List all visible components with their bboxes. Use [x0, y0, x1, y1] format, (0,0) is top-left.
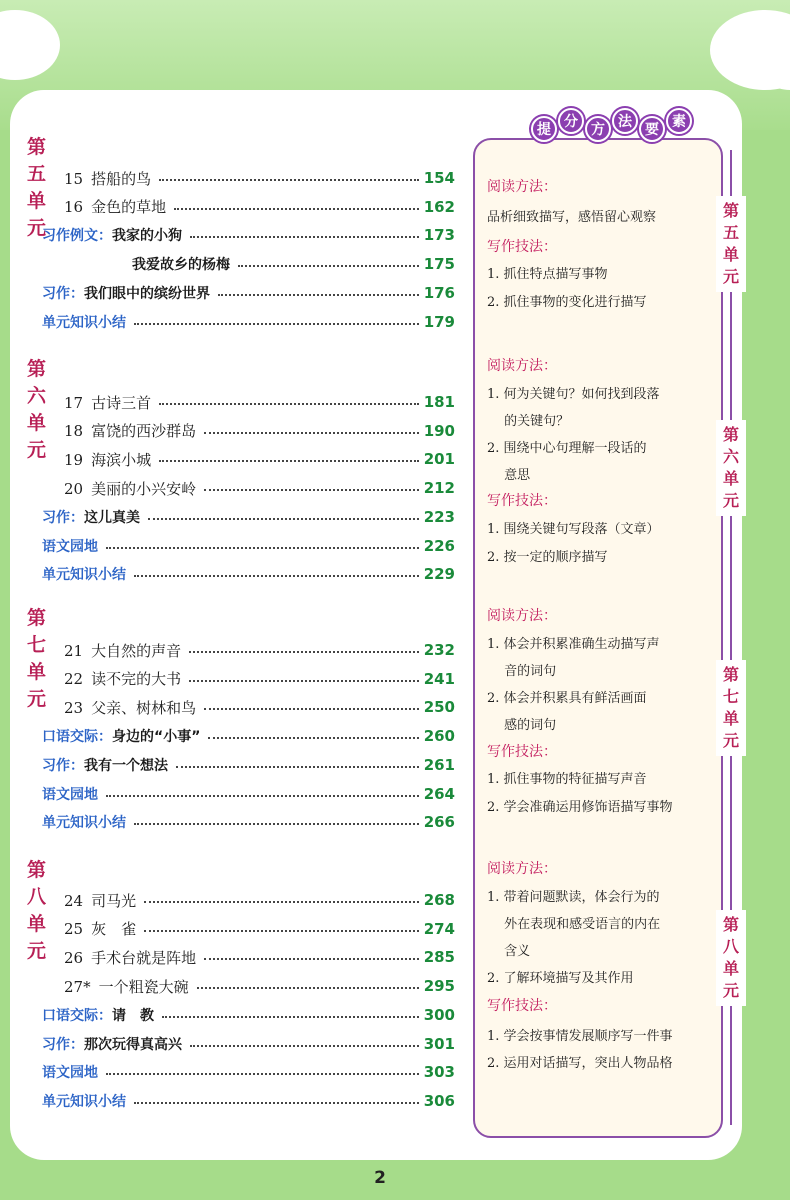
- page-ref: 266: [423, 813, 455, 832]
- section-type: 习作：: [42, 1036, 84, 1053]
- toc-entry-title: 单元知识小结: [42, 567, 126, 584]
- leader-dots: [162, 1016, 419, 1018]
- lesson-title: 手术台就是阵地: [91, 948, 197, 967]
- panel-text: 的关键句？: [487, 414, 570, 429]
- toc-entry-title: [42, 1034, 186, 1054]
- leader-dots: [197, 987, 419, 989]
- panel-text: 2. 围绕中心句理解一段话的: [487, 441, 647, 456]
- leader-dots: [204, 432, 419, 434]
- lesson-title: 司马光: [91, 891, 137, 910]
- leader-dots: [134, 1102, 419, 1104]
- section-type: 习作：: [42, 509, 84, 526]
- toc-entry[interactable]: [64, 166, 455, 190]
- leader-dots: [190, 1045, 419, 1047]
- toc-entry-title: [64, 976, 193, 997]
- toc-entry-title: 单元知识小结: [42, 314, 126, 331]
- toc-entry-title: [64, 420, 200, 441]
- toc-entry-title: 语文园地: [42, 538, 98, 555]
- panel-text: 意思: [487, 468, 531, 483]
- page-ref: 232: [423, 641, 455, 659]
- panel-text: 1. 学会按事情发展顺序写一件事: [487, 1029, 673, 1044]
- lesson-title: 美丽的小兴安岭: [91, 479, 197, 498]
- toc-entry-title: [42, 225, 186, 245]
- leader-dots: [174, 208, 419, 210]
- toc-entry-title: [42, 755, 172, 775]
- lesson-title: 金色的草地: [91, 198, 167, 217]
- toc-entry[interactable]: [42, 724, 455, 748]
- title-char: 素: [666, 108, 692, 134]
- toc-entry[interactable]: [64, 888, 455, 912]
- page-ref: 261: [423, 755, 455, 774]
- toc-entry[interactable]: [42, 562, 455, 586]
- leader-dots: [176, 766, 419, 768]
- side-unit-tab: 第五单元: [716, 196, 746, 292]
- leader-dots: [106, 547, 419, 549]
- lesson-title: 富饶的西沙群岛: [91, 422, 197, 441]
- unit-title: 第五单元: [27, 136, 47, 239]
- page-ref: 306: [423, 1091, 455, 1110]
- toc-entry-title: [42, 1005, 158, 1025]
- toc-entry[interactable]: [64, 195, 455, 219]
- panel-heading: 写作技法：: [487, 998, 557, 1014]
- leader-dots: [148, 518, 419, 520]
- page-ref: 250: [423, 698, 455, 717]
- lesson-number: 15: [64, 169, 84, 188]
- section-title: 请 教: [112, 1007, 154, 1024]
- side-unit-tab: 第八单元: [716, 910, 746, 1006]
- panel-text: 1. 抓住特点描写事物: [487, 267, 608, 282]
- page-ref: 241: [423, 669, 455, 688]
- toc-entry[interactable]: [64, 945, 455, 969]
- unit-title: 第八单元: [27, 859, 47, 962]
- title-char: 法: [612, 108, 638, 134]
- toc-entry-title: [42, 507, 144, 527]
- toc-entry[interactable]: [132, 252, 455, 276]
- panel-text: 外在表现和感受语言的内在: [487, 917, 661, 932]
- lesson-number: 26: [64, 948, 84, 967]
- lesson-title: 灰 雀: [91, 920, 137, 939]
- panel-text: 2. 抓住事物的变化进行描写: [487, 295, 647, 310]
- leader-dots: [144, 930, 419, 932]
- page-ref: 176: [423, 283, 455, 302]
- panel-title: [531, 108, 692, 152]
- toc-entry-title: 语文园地: [42, 786, 98, 803]
- leader-dots: [190, 236, 419, 238]
- toc-entry-title: 单元知识小结: [42, 1093, 126, 1110]
- leader-dots: [106, 795, 419, 797]
- page-ref: 154: [423, 169, 455, 187]
- lesson-number: 24: [64, 891, 84, 910]
- leader-dots: [189, 680, 419, 682]
- lesson-number: 20: [64, 479, 84, 498]
- leader-dots: [189, 651, 419, 653]
- panel-text: 1. 何为关键句？如何找到段落: [487, 387, 660, 402]
- unit-title: 第六单元: [27, 358, 47, 461]
- toc-entry[interactable]: [42, 534, 455, 558]
- toc-entry[interactable]: [42, 505, 455, 529]
- panel-text: 含义: [487, 944, 531, 959]
- panel-text: 1. 抓住事物的特征描写声音: [487, 772, 647, 787]
- lesson-number: 21: [64, 641, 84, 660]
- page-ref: 229: [423, 565, 455, 584]
- toc-entry[interactable]: [42, 223, 455, 247]
- lesson-title: 大自然的声音: [91, 641, 182, 660]
- page-ref: 268: [423, 891, 455, 909]
- page-ref: 285: [423, 948, 455, 967]
- title-char: 要: [639, 116, 665, 142]
- panel-text: 2. 体会并积累具有鲜活画面: [487, 691, 647, 706]
- panel-text: 2. 按一定的顺序描写: [487, 550, 608, 565]
- lesson-number: 18: [64, 422, 84, 441]
- toc-entry[interactable]: [42, 1032, 455, 1056]
- toc-entry-title: [64, 890, 140, 911]
- toc-entry[interactable]: [42, 753, 455, 777]
- lesson-number: 17: [64, 393, 84, 412]
- toc-entry-title: [42, 283, 214, 303]
- toc-entry[interactable]: [64, 419, 455, 443]
- title-char: 方: [585, 116, 611, 142]
- toc-entry[interactable]: [42, 1089, 455, 1113]
- page-ref: 303: [423, 1063, 455, 1082]
- panel-text: 2. 运用对话描写，突出人物品格: [487, 1056, 673, 1071]
- section-title: 我们眼中的缤纷世界: [84, 285, 210, 302]
- leader-dots: [218, 294, 419, 296]
- toc-entry-title: 语文园地: [42, 1065, 98, 1082]
- toc-entry[interactable]: [42, 1003, 455, 1027]
- panel-text: 1. 体会并积累准确生动描写声: [487, 637, 660, 652]
- toc-entry[interactable]: [64, 917, 455, 941]
- leader-dots: [134, 575, 419, 577]
- section-type: 口语交际：: [42, 729, 112, 746]
- toc-entry[interactable]: [64, 447, 455, 471]
- toc-entry-title: [64, 640, 185, 661]
- panel-heading: 阅读方法：: [487, 358, 557, 374]
- section-title: 这儿真美: [84, 509, 140, 526]
- page-ref: 264: [423, 784, 455, 803]
- side-unit-tab: 第七单元: [716, 660, 746, 756]
- side-unit-tab: 第六单元: [716, 420, 746, 516]
- panel-heading: 阅读方法：: [487, 861, 557, 877]
- page-ref: 274: [423, 919, 455, 938]
- title-char: 分: [558, 108, 584, 134]
- toc-entry[interactable]: [64, 390, 455, 414]
- lesson-number: 19: [64, 450, 84, 469]
- panel-text: 1. 围绕关键句写段落（文章）: [487, 522, 660, 537]
- panel-heading: 阅读方法：: [487, 608, 557, 624]
- page-ref: 301: [423, 1034, 455, 1053]
- lesson-number: 23: [64, 698, 84, 717]
- section-title: 那次玩得真高兴: [84, 1036, 182, 1053]
- leader-dots: [159, 403, 419, 405]
- leader-dots: [144, 901, 419, 903]
- lesson-title: 读不完的大书: [91, 670, 182, 689]
- panel-text: 感的词句: [487, 718, 557, 733]
- toc-entry-title: [64, 947, 200, 968]
- section-title: 我家的小狗: [112, 228, 182, 245]
- unit-title: 第七单元: [27, 607, 47, 710]
- leader-dots: [204, 958, 419, 960]
- leader-dots: [204, 708, 419, 710]
- toc-entry-title: [64, 392, 155, 413]
- panel-text: 1. 带着问题默读，体会行为的: [487, 890, 660, 905]
- lesson-title: 一个粗瓷大碗: [98, 977, 189, 996]
- lesson-number: 16: [64, 198, 84, 217]
- section-title: 我爱故乡的杨梅: [132, 257, 230, 274]
- page-ref: 190: [423, 421, 455, 440]
- panel-text: 音的词句: [487, 664, 557, 679]
- lesson-number: 25: [64, 920, 84, 939]
- leader-dots: [208, 737, 419, 739]
- toc-entry-title: [64, 668, 185, 689]
- lesson-number: 27*: [64, 977, 91, 996]
- lesson-title: 古诗三首: [91, 393, 152, 412]
- toc-entry[interactable]: [42, 782, 455, 806]
- lesson-number: 22: [64, 670, 84, 689]
- section-type: 口语交际：: [42, 1007, 112, 1024]
- lesson-title: 搭船的鸟: [91, 169, 152, 188]
- page-ref: 260: [423, 727, 455, 746]
- leader-dots: [159, 179, 419, 181]
- section-title: 身边的“小事”: [112, 729, 201, 746]
- panel-text: 品析细致描写，感悟留心观察: [487, 210, 657, 225]
- leader-dots: [134, 823, 419, 825]
- toc-entry-title: [64, 168, 155, 189]
- section-type: 习作：: [42, 285, 84, 302]
- leader-dots: [106, 1073, 419, 1075]
- leader-dots: [159, 460, 419, 462]
- toc-entry[interactable]: [64, 667, 455, 691]
- toc-entry[interactable]: [42, 1060, 455, 1084]
- toc-entry[interactable]: [42, 810, 455, 834]
- section-type: 习作：: [42, 757, 84, 774]
- page-ref: 226: [423, 536, 455, 555]
- toc-entry[interactable]: [64, 695, 455, 719]
- toc-entry-title: [132, 254, 234, 274]
- toc-entry-title: [64, 449, 155, 470]
- toc-entry-title: [64, 478, 200, 499]
- toc-entry-title: [64, 918, 140, 939]
- panel-heading: 写作技法：: [487, 493, 557, 509]
- leader-dots: [134, 323, 419, 325]
- page-ref: 212: [423, 479, 455, 498]
- page-number: 2: [374, 1168, 386, 1188]
- toc-entry-title: 单元知识小结: [42, 815, 126, 832]
- toc-entry-title: [42, 726, 204, 746]
- toc-entry[interactable]: [64, 974, 455, 998]
- panel-heading: 阅读方法：: [487, 179, 557, 195]
- page-ref: 300: [423, 1005, 455, 1024]
- page-ref: 173: [423, 226, 455, 245]
- page-ref: 179: [423, 312, 455, 331]
- page-ref: 162: [423, 197, 455, 216]
- page-ref: 223: [423, 507, 455, 526]
- panel-text: 2. 了解环境描写及其作用: [487, 971, 634, 986]
- lesson-title: 父亲、树林和鸟: [91, 698, 197, 717]
- section-type: 习作例文：: [42, 228, 112, 245]
- page-ref: 175: [423, 255, 455, 274]
- leader-dots: [204, 489, 419, 491]
- page-ref: 181: [423, 393, 455, 411]
- panel-heading: 写作技法：: [487, 239, 557, 255]
- toc-entry[interactable]: [42, 281, 455, 305]
- title-char: 提: [531, 116, 557, 142]
- toc-entry[interactable]: [64, 638, 455, 662]
- page-ref: 201: [423, 450, 455, 469]
- section-title: 我有一个想法: [84, 757, 168, 774]
- toc-entry[interactable]: [42, 310, 455, 334]
- toc-entry-title: [64, 196, 170, 217]
- toc-entry[interactable]: [64, 476, 455, 500]
- lesson-title: 海滨小城: [91, 450, 152, 469]
- leader-dots: [238, 265, 419, 267]
- toc-entry-title: [64, 697, 200, 718]
- panel-text: 2. 学会准确运用修饰语描写事物: [487, 800, 673, 815]
- page-ref: 295: [423, 977, 455, 996]
- panel-heading: 写作技法：: [487, 744, 557, 760]
